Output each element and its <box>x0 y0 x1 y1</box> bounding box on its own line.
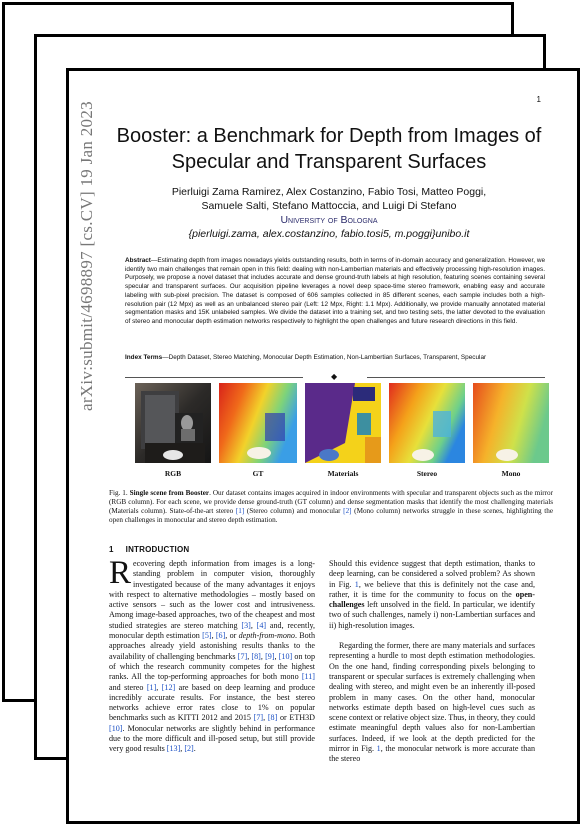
abstract-label: Abstract <box>125 257 151 264</box>
figure-panel-rgb <box>135 383 211 463</box>
author-emails: {pierluigi.zama, alex.costanzino, fabio.tosi5, m.poggi}unibo.it <box>188 228 470 240</box>
emphasis: open-challenges <box>329 589 535 610</box>
diamond-icon: ◆ <box>331 372 338 381</box>
figure-panel-gt <box>219 383 297 463</box>
citation-link[interactable]: [1] <box>235 507 245 515</box>
figure-link[interactable]: 1 <box>354 579 359 589</box>
figure-caption: Fig. 1. Single scene from Booster. Our dataset contains images acquired in indoor environments with specular and transparent objects such as the mirror (RGB column). For each scene, we provide dense ground-truth (GT column) and dense segmentation masks that identify the most challenging materials (Materials column). State-of-the-art stereo [1] (Stereo column) and monocular [2] (Mono column) networks struggle in these scenes, highlighting the open challenges in monocular and stereo depth estimation. <box>109 489 554 524</box>
citation-link[interactable]: [3] <box>241 620 251 630</box>
citation-link[interactable]: [2] <box>343 507 352 515</box>
paper-title: Booster: a Benchmark for Depth from Images of Specular and Transparent Surfaces <box>116 125 542 173</box>
citation-link[interactable]: [11] <box>301 672 315 682</box>
drop-cap: R <box>109 555 132 591</box>
abstract-text: —Estimating depth from images nowadays yields outstanding results, both in terms of in-domain accuracy and generalization. However, we identify two main challenges that remain open in this field: dealing with non-Lambertian materials and effectively processing high-resolution images. Purposely, we propose a novel dataset that includes accurate and dense ground-truth labels at high resolution, featuring scenes containing several specular and transparent surfaces. Our acquisition pipeline leverages a novel deep space-time stereo framework, enabling easy and accurate labeling with sub-pixel precision. The dataset is composed of 606 samples collected in 85 different scenes, each sample includes both a high-resolution pair (12 Mpx) as well as an unbalanced stereo pair (Left: 12 Mpx, Right: 1.1 Mpx). Additionally, we provide manually annotated material segmentation masks and 15K unlabeled samples. We divide the dataset into a training set, and two testing sets, the latter devoted to the evaluation of stereo and monocular depth estimation networks respectively to highlight the open challenges and future research directions in this field. <box>125 257 545 325</box>
abstract <box>125 257 545 327</box>
paragraph: Should this evidence suggest that depth estimation, thanks to deep learning, can be considered a solved problem? As shown in Fig. 1, we believe that this is definitely not the case and, rather, it is time for the community to focus on the open-challenges left unsolved in the field. In particular, we identify two of such challenges, namely i) non-Lambertian surfaces and ii) high-resolution images. <box>329 559 535 630</box>
figure-panel-stereo <box>389 383 465 463</box>
caption-bold: Single scene from Booster <box>129 489 210 497</box>
citation-link[interactable]: [10] <box>109 723 123 733</box>
figure-label-mono: Mono <box>501 469 521 478</box>
arxiv-stamp: arXiv:submit/4698897 [cs.CV] 19 Jan 2023 <box>77 101 96 411</box>
page-number: 1 <box>536 95 541 104</box>
citation-link[interactable]: [7] <box>253 713 264 723</box>
citation-link[interactable]: [10] <box>278 651 293 661</box>
figure-1 <box>121 383 551 483</box>
citation-link[interactable]: [8] <box>251 651 261 661</box>
paragraph: Regarding the former, there are many materials and surfaces representing a hurdle to most depth estimation methodologies. On the one hand, finding corresponding pixels belonging to transparent or specular surfaces is extremely challenging when dealing with stereo, and might even be an inherently ill-posed problem in many cases. On the other hand, monocular networks estimate depth based on high-level cues such as scene context or relative object size. Thus, in theory, they could estimate meaningful depth values also for non-Lambertian surfaces. Indeed, if we look at the depth predicted for the mirror in Fig. 1, the monocular network is more accurate than the stereo <box>329 641 535 764</box>
author-block <box>109 185 549 241</box>
paragraph: Recovering depth information from images is a long-standing problem in computer vision, thoroughly investigated because of the many advantages it enjoys with respect to alternative methodologies – mostly based on active sensors – such as the lower cost and intrusiveness. Among image-based approaches, two of the cheapest and most studied strategies are stereo matching [3], [4] and, recently, monocular depth estimation [5], [6], or depth-from-mono. Both approaches already yield astonishing results thanks to the availability of challenging benchmarks [7], [8], [9], [10] on top of which the research community competes for the highest ranks. All the top-performing approaches for both mono [11] and stereo [1], [12] are based on deep learning and produce incredibly accurate results. For instance, the best stereo networks achieve error rates close to 1% on popular benchmarks such as KITTI 2012 and 2015 [7], [8] or ETH3D [10]. Monocular networks are slightly behind in performance due to the more difficult and ill-posed setup, but still provide very good results [13], [2]. <box>109 555 316 754</box>
figure-panel-mono <box>473 383 549 463</box>
section-divider <box>125 373 545 381</box>
paper-page <box>69 71 577 821</box>
citation-link[interactable]: [1] <box>146 682 157 692</box>
citation-link[interactable]: [5] <box>202 631 212 641</box>
right-column <box>329 559 535 765</box>
figure-panel-materials <box>305 383 381 463</box>
figure-label-gt: GT <box>252 469 264 478</box>
affiliation: University of Bologna <box>280 214 378 226</box>
emphasis: depth-from-mono <box>238 631 295 641</box>
citation-link[interactable]: [12] <box>161 682 176 692</box>
authors-line-2: Samuele Salti, Stefano Mattoccia, and Luigi Di Stefano <box>201 200 457 212</box>
figure-label-stereo: Stereo <box>416 469 438 478</box>
citation-link[interactable]: [2] <box>184 744 194 754</box>
figure-link[interactable]: 1 <box>376 744 381 754</box>
citation-link[interactable]: [9] <box>265 651 275 661</box>
citation-link[interactable]: [4] <box>256 620 267 630</box>
citation-link[interactable]: [6] <box>215 631 226 641</box>
citation-link[interactable]: [8] <box>267 713 278 723</box>
index-terms-label: Index Terms <box>125 354 163 361</box>
citation-link[interactable]: [13] <box>166 744 181 754</box>
index-terms-text: —Depth Dataset, Stereo Matching, Monocular Depth Estimation, Non-Lambertian Surfaces, Transparent, Specular <box>162 354 487 361</box>
section-heading: 1 INTRODUCTION <box>109 545 190 554</box>
figure-label-rgb: RGB <box>164 469 182 478</box>
authors-line-1: Pierluigi Zama Ramirez, Alex Costanzino, Fabio Tosi, Matteo Poggi, <box>171 186 487 198</box>
figure-label-materials: Materials <box>327 469 359 478</box>
left-column <box>109 555 316 755</box>
index-terms <box>125 354 545 363</box>
citation-link[interactable]: [7] <box>237 651 248 661</box>
